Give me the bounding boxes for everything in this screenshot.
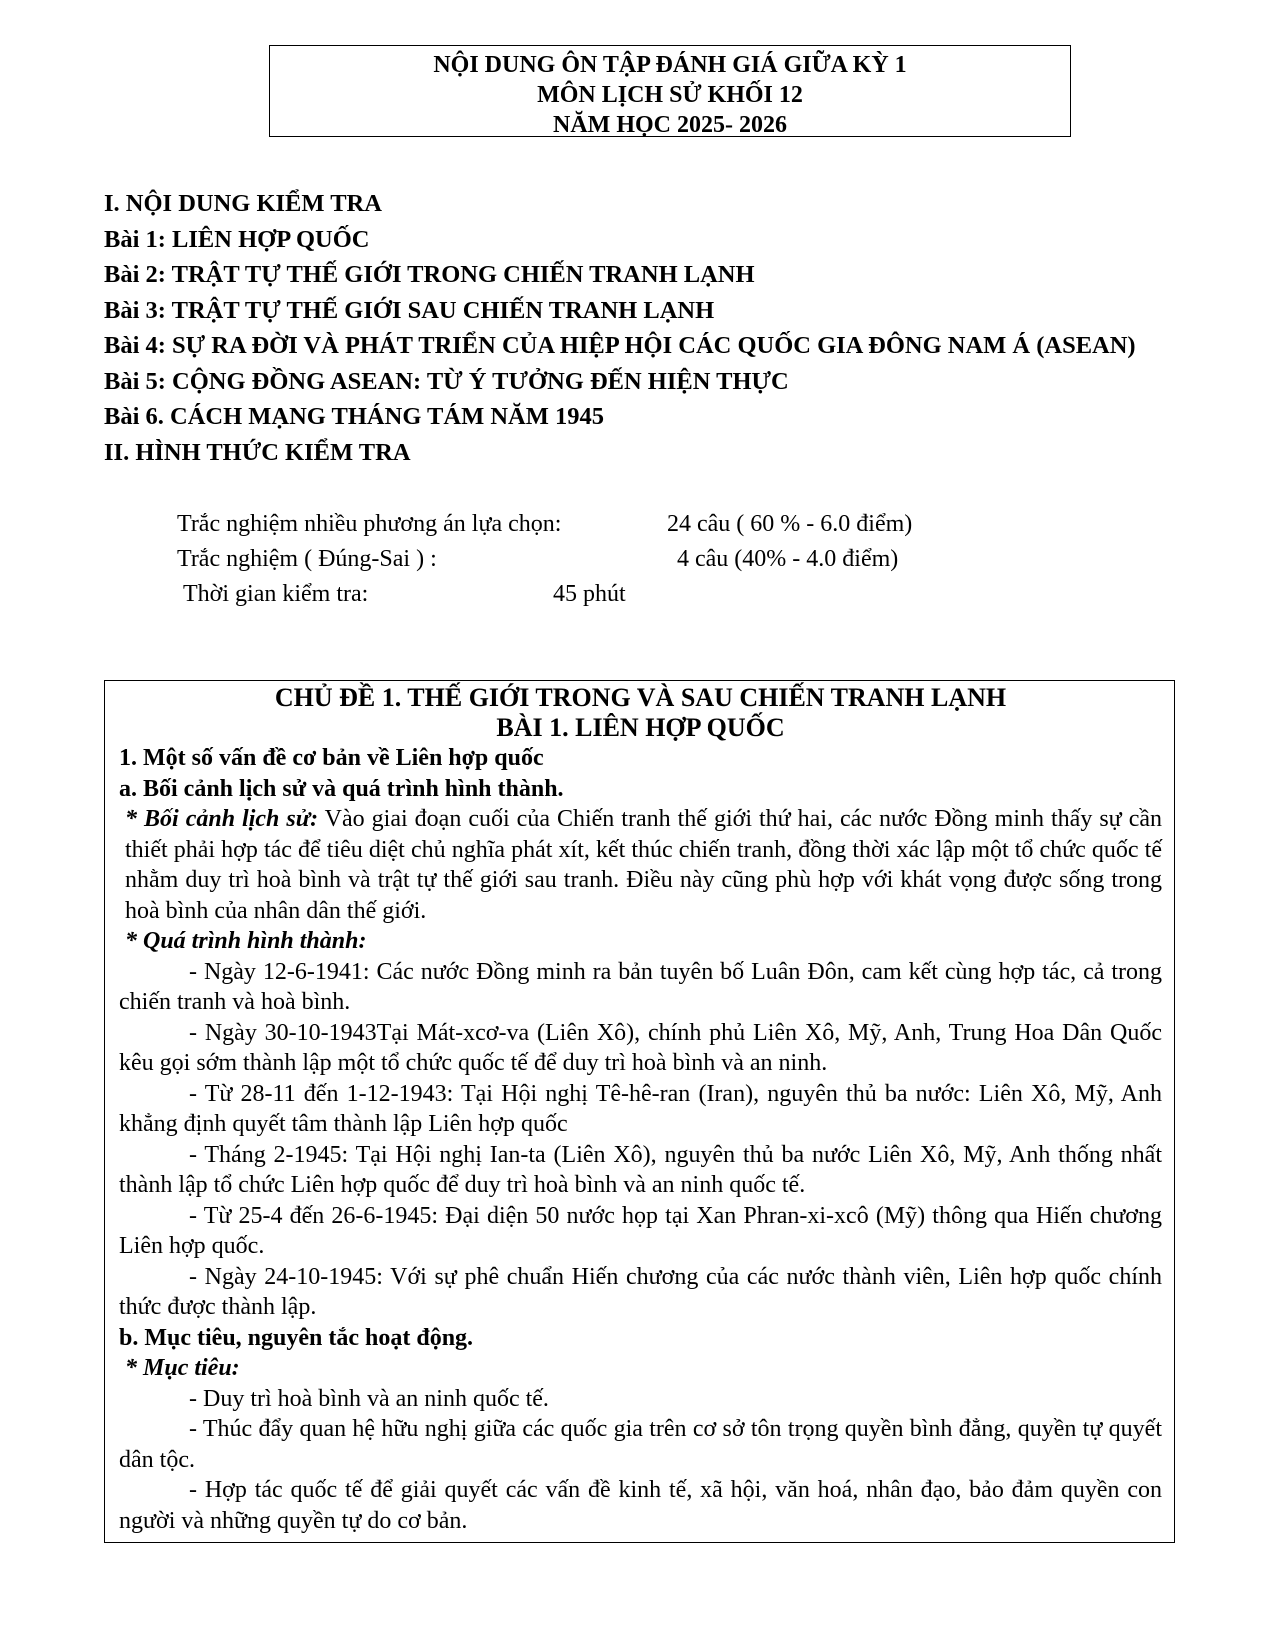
lesson-item: Bài 5: CỘNG ĐỒNG ASEAN: TỪ Ý TƯỞNG ĐẾN HIỆN THỰC <box>104 367 789 395</box>
lesson-title: BÀI 1. LIÊN HỢP QUỐC <box>496 713 785 742</box>
topic-title: CHỦ ĐỀ 1. THẾ GIỚI TRONG VÀ SAU CHIẾN TRANH LẠNH <box>274 683 1007 712</box>
lesson-item: Bài 6. CÁCH MẠNG THÁNG TÁM NĂM 1945 <box>104 403 604 430</box>
subheading-1b: b. Mục tiêu, nguyên tắc hoạt động. <box>119 1324 474 1351</box>
goals-label: * Mục tiêu: <box>125 1355 240 1381</box>
formation-item: - Từ 28-11 đến 1-12-1943: Tại Hội nghị Tê-hê-ran (Iran), nguyên thủ ba nước: Liên Xô, Mỹ, Anh khẳng định quyết tâm thành lập Liên hợp quốc <box>119 1080 1162 1137</box>
lesson-item: Bài 4: SỰ RA ĐỜI VÀ PHÁT TRIỂN CỦA HIỆP HỘI CÁC QUỐC GIA ĐÔNG NAM Á (ASEAN) <box>104 332 1136 359</box>
formation-item: - Tháng 2-1945: Tại Hội nghị Ian-ta (Liên Xô), nguyên thủ ba nước Liên Xô, Mỹ, Anh thống nhất thành lập tổ chức Liên hợp quốc để duy trì hoà bình và an ninh quốc tế. <box>119 1141 1162 1198</box>
context-paragraph <box>119 804 1162 926</box>
title-line-2: MÔN LỊCH SỬ KHỐI 12 <box>537 82 803 108</box>
lesson-item: Bài 3: TRẬT TỰ THẾ GIỚI SAU CHIẾN TRANH LẠNH <box>104 296 715 324</box>
formation-item: - Ngày 12-6-1941: Các nước Đồng minh ra bản tuyên bố Luân Đôn, cam kết cùng hợp tác, cả trong chiến tranh và hoà bình. <box>119 958 1162 1015</box>
title-line-3: NĂM HỌC 2025- 2026 <box>553 112 787 138</box>
mcq-label: Trắc nghiệm nhiều phương án lựa chọn: <box>177 511 562 537</box>
mcq-value: 24 câu ( 60 % - 6.0 điểm) <box>667 511 913 537</box>
lesson-item: Bài 1: LIÊN HỢP QUỐC <box>104 225 370 253</box>
exam-outline <box>104 186 1164 470</box>
true-false-value: 4 câu (40% - 4.0 điểm) <box>677 546 899 572</box>
goal-item: - Duy trì hoà bình và an ninh quốc tế. <box>189 1385 549 1412</box>
context-text: Vào giai đoạn cuối của Chiến tranh thế giới thứ hai, các nước Đồng minh thấy sự cần thiết phải hợp tác để tiêu diệt chủ nghĩa phát xít, kết thúc chiến tranh, đồng thời xác lập một tổ chức quốc tế nhằm duy trì hoà bình và trật tự thế giới sau tranh. Điều này cũng phù hợp với khát vọng được sống trong hoà bình của nhân dân thế giới. <box>125 806 1162 924</box>
subheading-1: 1. Một số vấn đề cơ bản về Liên hợp quốc <box>119 745 544 771</box>
true-false-label: Trắc nghiệm ( Đúng-Sai ) : <box>177 546 437 572</box>
context-label: * Bối cảnh lịch sử: <box>125 806 319 832</box>
formation-label: * Quá trình hình thành: <box>125 928 367 954</box>
section-heading-content: I. NỘI DUNG KIỂM TRA <box>104 190 382 217</box>
formation-item: - Ngày 24-10-1945: Với sự phê chuẩn Hiến chương của các nước thành viên, Liên hợp quốc chính thức được thành lập. <box>119 1263 1162 1320</box>
formation-item: - Từ 25-4 đến 26-6-1945: Đại diện 50 nước họp tại Xan Phran-xi-xcô (Mỹ) thông qua Hiến chương Liên hợp quốc. <box>119 1202 1162 1259</box>
section-heading-format: II. HÌNH THỨC KIỂM TRA <box>104 438 411 466</box>
exam-time-value: 45 phút <box>553 581 626 607</box>
lesson-item: Bài 2: TRẬT TỰ THẾ GIỚI TRONG CHIẾN TRANH LẠNH <box>104 261 755 288</box>
document-title-box <box>269 45 1071 137</box>
exam-time-label: Thời gian kiểm tra: <box>183 581 369 607</box>
study-content-box <box>104 680 1175 1543</box>
goal-item: - Thúc đẩy quan hệ hữu nghị giữa các quốc gia trên cơ sở tôn trọng quyền bình đẳng, quyền tự quyết dân tộc. <box>119 1416 1162 1473</box>
subheading-1a: a. Bối cảnh lịch sử và quá trình hình thành. <box>119 775 564 802</box>
goal-item: - Hợp tác quốc tế để giải quyết các vấn đề kinh tế, xã hội, văn hoá, nhân đạo, bảo đảm quyền con người và những quyền tự do cơ bản. <box>119 1477 1162 1534</box>
title-line-1: NỘI DUNG ÔN TẬP ĐÁNH GIÁ GIỮA KỲ 1 <box>433 52 907 78</box>
formation-item: - Ngày 30-10-1943Tại Mát-xcơ-va (Liên Xô), chính phủ Liên Xô, Mỹ, Anh, Trung Hoa Dân Quốc kêu gọi sớm thành lập một tổ chức quốc tế để duy trì hoà bình và an ninh. <box>119 1019 1162 1076</box>
